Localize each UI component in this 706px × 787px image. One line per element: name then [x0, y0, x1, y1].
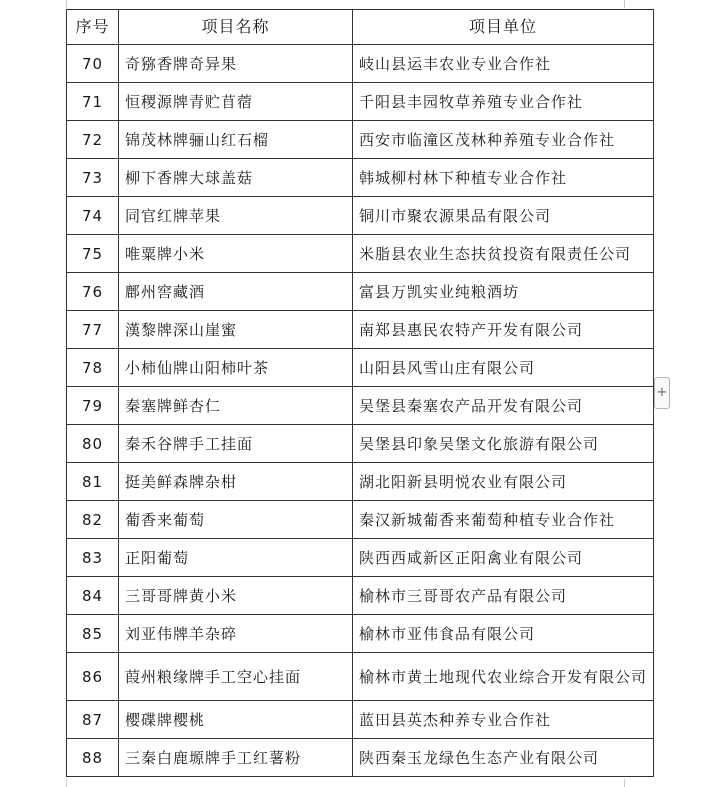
cell-project-name[interactable]: 恒稷源牌青贮苜蓿: [119, 83, 353, 121]
cell-serial-number[interactable]: 88: [67, 739, 119, 777]
cell-project-unit[interactable]: 陕西秦玉龙绿色生态产业有限公司: [353, 739, 654, 777]
table-row: [67, 739, 654, 777]
cell-project-name[interactable]: 葡香来葡萄: [119, 501, 353, 539]
table-row: [67, 463, 654, 501]
cell-serial-number[interactable]: 86: [67, 653, 119, 701]
cell-serial-number[interactable]: 77: [67, 311, 119, 349]
cell-serial-number[interactable]: 80: [67, 425, 119, 463]
header-project-name[interactable]: 项目名称: [119, 10, 353, 45]
cell-serial-number[interactable]: 71: [67, 83, 119, 121]
cell-project-name[interactable]: 葭州粮缘牌手工空心挂面: [119, 653, 353, 701]
table-row: [67, 45, 654, 83]
cell-serial-number[interactable]: 76: [67, 273, 119, 311]
cell-project-unit[interactable]: 韩城柳村林下种植专业合作社: [353, 159, 654, 197]
cell-project-unit[interactable]: 蓝田县英杰种养专业合作社: [353, 701, 654, 739]
table-row: [67, 311, 654, 349]
table-row: [67, 425, 654, 463]
cell-project-name[interactable]: 唯粟牌小米: [119, 235, 353, 273]
header-project-unit[interactable]: 项目单位: [353, 10, 654, 45]
add-row-button[interactable]: +: [654, 377, 670, 409]
cell-serial-number[interactable]: 70: [67, 45, 119, 83]
table-row: [67, 539, 654, 577]
cell-serial-number[interactable]: 79: [67, 387, 119, 425]
cell-project-unit[interactable]: 米脂县农业生态扶贫投资有限责任公司: [353, 235, 654, 273]
cell-project-name[interactable]: 挺美鲜森牌杂柑: [119, 463, 353, 501]
cell-serial-number[interactable]: 78: [67, 349, 119, 387]
cell-project-name[interactable]: 锦茂林牌骊山红石榴: [119, 121, 353, 159]
cell-serial-number[interactable]: 82: [67, 501, 119, 539]
cell-project-unit[interactable]: 秦汉新城葡香来葡萄种植专业合作社: [353, 501, 654, 539]
cell-project-unit[interactable]: 榆林市三哥哥农产品有限公司: [353, 577, 654, 615]
cell-project-name[interactable]: 刘亚伟牌羊杂碎: [119, 615, 353, 653]
cell-project-unit[interactable]: 陕西西咸新区正阳禽业有限公司: [353, 539, 654, 577]
page-corner-mark: [56, 0, 67, 8]
cell-project-name[interactable]: 小柿仙牌山阳柿叶茶: [119, 349, 353, 387]
cell-project-unit[interactable]: 吴堡县秦塞农产品开发有限公司: [353, 387, 654, 425]
table-header-row: [67, 10, 654, 45]
table-row: [67, 577, 654, 615]
table-body: [67, 45, 654, 777]
cell-serial-number[interactable]: 83: [67, 539, 119, 577]
cell-project-unit[interactable]: 榆林市黄土地现代农业综合开发有限公司: [353, 653, 654, 701]
table-row: [67, 349, 654, 387]
cell-serial-number[interactable]: 75: [67, 235, 119, 273]
cell-serial-number[interactable]: 84: [67, 577, 119, 615]
cell-project-name[interactable]: 樱碟牌樱桃: [119, 701, 353, 739]
cell-project-name[interactable]: 秦禾谷牌手工挂面: [119, 425, 353, 463]
cell-project-name[interactable]: 鄜州窖藏酒: [119, 273, 353, 311]
header-serial-number[interactable]: 序号: [67, 10, 119, 45]
cell-serial-number[interactable]: 72: [67, 121, 119, 159]
cell-project-name[interactable]: 奇猕香牌奇异果: [119, 45, 353, 83]
cell-serial-number[interactable]: 73: [67, 159, 119, 197]
page-corner-mark: [624, 779, 635, 787]
cell-project-unit[interactable]: 铜川市聚农源果品有限公司: [353, 197, 654, 235]
cell-project-name[interactable]: 三哥哥牌黄小米: [119, 577, 353, 615]
table-row: [67, 83, 654, 121]
cell-project-name[interactable]: 柳下香牌大球盖菇: [119, 159, 353, 197]
table-row: [67, 197, 654, 235]
cell-project-unit[interactable]: 榆林市亚伟食品有限公司: [353, 615, 654, 653]
cell-serial-number[interactable]: 85: [67, 615, 119, 653]
table-row: [67, 653, 654, 701]
table-row: [67, 501, 654, 539]
cell-project-name[interactable]: 正阳葡萄: [119, 539, 353, 577]
table-row: [67, 235, 654, 273]
cell-project-unit[interactable]: 湖北阳新县明悦农业有限公司: [353, 463, 654, 501]
table-row: [67, 159, 654, 197]
table-row: [67, 701, 654, 739]
cell-project-unit[interactable]: 山阳县风雪山庄有限公司: [353, 349, 654, 387]
cell-project-name[interactable]: 漢黎牌深山崖蜜: [119, 311, 353, 349]
page-corner-mark: [56, 779, 67, 787]
cell-project-unit[interactable]: 南郑县惠民农特产开发有限公司: [353, 311, 654, 349]
page-corner-mark: [624, 0, 635, 8]
cell-project-unit[interactable]: 吴堡县印象吴堡文化旅游有限公司: [353, 425, 654, 463]
cell-project-unit[interactable]: 岐山县运丰农业专业合作社: [353, 45, 654, 83]
table-row: [67, 387, 654, 425]
table-row: [67, 615, 654, 653]
table-row: [67, 273, 654, 311]
cell-serial-number[interactable]: 81: [67, 463, 119, 501]
project-table: [66, 9, 654, 777]
cell-project-unit[interactable]: 千阳县丰园牧草养殖专业合作社: [353, 83, 654, 121]
cell-serial-number[interactable]: 74: [67, 197, 119, 235]
cell-serial-number[interactable]: 87: [67, 701, 119, 739]
cell-project-unit[interactable]: 富县万凯实业纯粮酒坊: [353, 273, 654, 311]
cell-project-unit[interactable]: 西安市临潼区茂林种养殖专业合作社: [353, 121, 654, 159]
cell-project-name[interactable]: 三秦白鹿塬牌手工红薯粉: [119, 739, 353, 777]
cell-project-name[interactable]: 秦塞牌鲜杏仁: [119, 387, 353, 425]
table-row: [67, 121, 654, 159]
cell-project-name[interactable]: 同官红牌苹果: [119, 197, 353, 235]
